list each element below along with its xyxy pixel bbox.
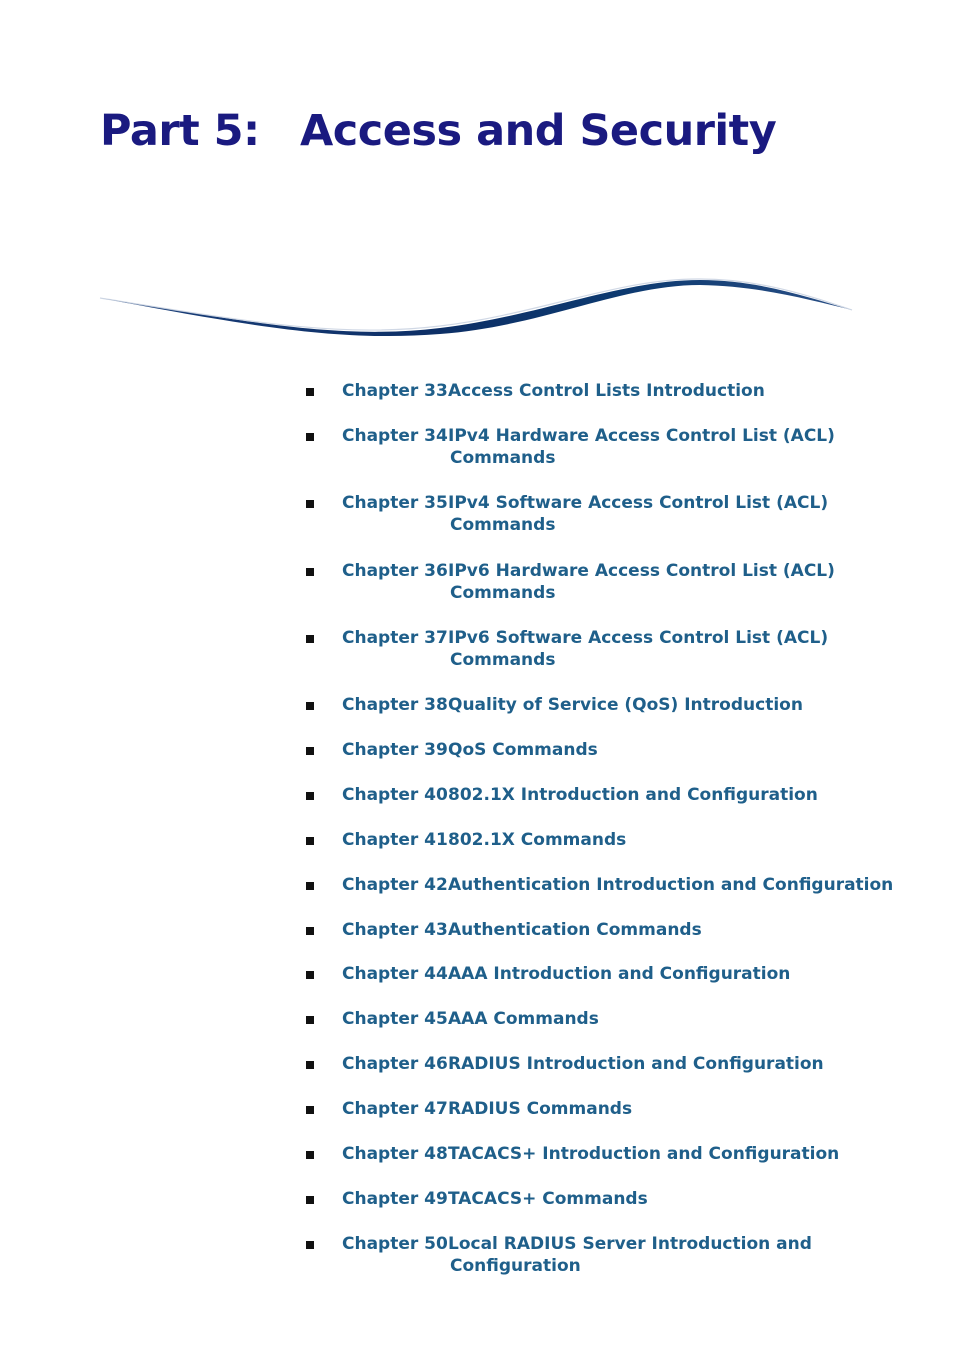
chapter-title-line: Quality of Service (QoS) Introduction	[448, 695, 803, 715]
bullet-icon	[306, 702, 314, 710]
chapter-number-link[interactable]: Chapter 42	[342, 875, 448, 895]
chapter-number-link[interactable]: Chapter 33	[342, 381, 448, 401]
bullet-icon	[306, 1106, 314, 1114]
bullet-icon	[306, 971, 314, 979]
bullet-icon	[306, 1016, 314, 1024]
chapter-title-line: IPv4 Hardware Access Control List (ACL)	[448, 426, 835, 446]
page-title: Access and Security	[300, 106, 777, 156]
chapter-title-line: 802.1X Introduction and Configuration	[448, 785, 818, 805]
chapter-title-link[interactable]	[448, 492, 828, 536]
bullet-icon	[306, 927, 314, 935]
chapter-title-line: IPv6 Hardware Access Control List (ACL)	[448, 561, 835, 581]
chapter-title-link[interactable]	[448, 829, 626, 851]
chapter-number-link[interactable]: Chapter 46	[342, 1054, 448, 1074]
chapter-title-line: RADIUS Introduction and Configuration	[448, 1054, 824, 1074]
bullet-icon	[306, 433, 314, 441]
chapter-title-line-2: Commands	[450, 448, 556, 468]
chapter-title-line: AAA Commands	[448, 1009, 599, 1029]
bullet-icon	[306, 747, 314, 755]
chapter-title-line: Authentication Introduction and Configuration	[448, 875, 894, 895]
chapter-title-line-2: Configuration	[450, 1256, 581, 1276]
bullet-icon	[306, 1196, 314, 1204]
chapter-title-line: TACACS+ Commands	[448, 1189, 648, 1209]
chapter-title-line: AAA Introduction and Configuration	[448, 964, 791, 984]
chapter-title-link[interactable]	[448, 963, 790, 985]
chapter-number-link[interactable]: Chapter 35	[342, 493, 448, 513]
chapter-number-link[interactable]: Chapter 40	[342, 785, 448, 805]
chapter-title-line: IPv6 Software Access Control List (ACL)	[448, 628, 829, 648]
chapter-title-line: QoS Commands	[448, 740, 598, 760]
chapter-title-link[interactable]	[448, 784, 818, 806]
bullet-icon	[306, 635, 314, 643]
chapter-title-link[interactable]	[448, 1233, 812, 1277]
chapter-number-link[interactable]: Chapter 47	[342, 1099, 448, 1119]
chapter-title-link[interactable]	[448, 919, 702, 941]
chapter-title-link[interactable]	[448, 739, 598, 761]
chapter-title-link[interactable]	[448, 425, 835, 469]
bullet-icon	[306, 837, 314, 845]
chapter-number-link[interactable]: Chapter 48	[342, 1144, 448, 1164]
chapter-title-link[interactable]	[448, 1098, 632, 1120]
chapter-number-link[interactable]: Chapter 41	[342, 830, 448, 850]
chapter-number-link[interactable]: Chapter 45	[342, 1009, 448, 1029]
chapter-title-link[interactable]	[448, 1053, 824, 1075]
bullet-icon	[306, 1061, 314, 1069]
chapter-title-link[interactable]	[448, 560, 835, 604]
chapter-title-link[interactable]	[448, 1143, 839, 1165]
bullet-icon	[306, 1241, 314, 1249]
bullet-icon	[306, 1151, 314, 1159]
chapter-title-line-2: Commands	[450, 583, 556, 603]
chapter-title-line: 802.1X Commands	[448, 830, 627, 850]
chapter-title-line: IPv4 Software Access Control List (ACL)	[448, 493, 829, 513]
chapter-title-line-2: Commands	[450, 515, 556, 535]
bullet-icon	[306, 388, 314, 396]
chapter-title-line: Access Control Lists Introduction	[448, 381, 765, 401]
chapter-title-line: Local RADIUS Server Introduction and	[448, 1234, 812, 1254]
bullet-icon	[306, 568, 314, 576]
part-label: Part 5:	[100, 106, 260, 156]
chapter-title-link[interactable]	[448, 380, 765, 402]
chapter-title-line-2: Commands	[450, 650, 556, 670]
bullet-icon	[306, 792, 314, 800]
chapter-title-line: RADIUS Commands	[448, 1099, 633, 1119]
chapter-number-link[interactable]: Chapter 38	[342, 695, 448, 715]
chapter-number-link[interactable]: Chapter 49	[342, 1189, 448, 1209]
chapter-number-link[interactable]: Chapter 36	[342, 561, 448, 581]
chapter-number-link[interactable]: Chapter 39	[342, 740, 448, 760]
chapter-number-link[interactable]: Chapter 50	[342, 1234, 448, 1254]
chapter-number-link[interactable]: Chapter 34	[342, 426, 448, 446]
chapter-number-link[interactable]: Chapter 44	[342, 964, 448, 984]
chapter-title-line: TACACS+ Introduction and Configuration	[448, 1144, 840, 1164]
chapter-title-link[interactable]	[448, 627, 828, 671]
chapter-title-line: Authentication Commands	[448, 920, 702, 940]
chapter-title-link[interactable]	[448, 1188, 648, 1210]
chapter-title-link[interactable]	[448, 874, 893, 896]
chapter-number-link[interactable]: Chapter 37	[342, 628, 448, 648]
chapter-number-link[interactable]: Chapter 43	[342, 920, 448, 940]
bullet-icon	[306, 882, 314, 890]
chapter-title-link[interactable]	[448, 1008, 599, 1030]
chapter-title-link[interactable]	[448, 694, 803, 716]
bullet-icon	[306, 500, 314, 508]
